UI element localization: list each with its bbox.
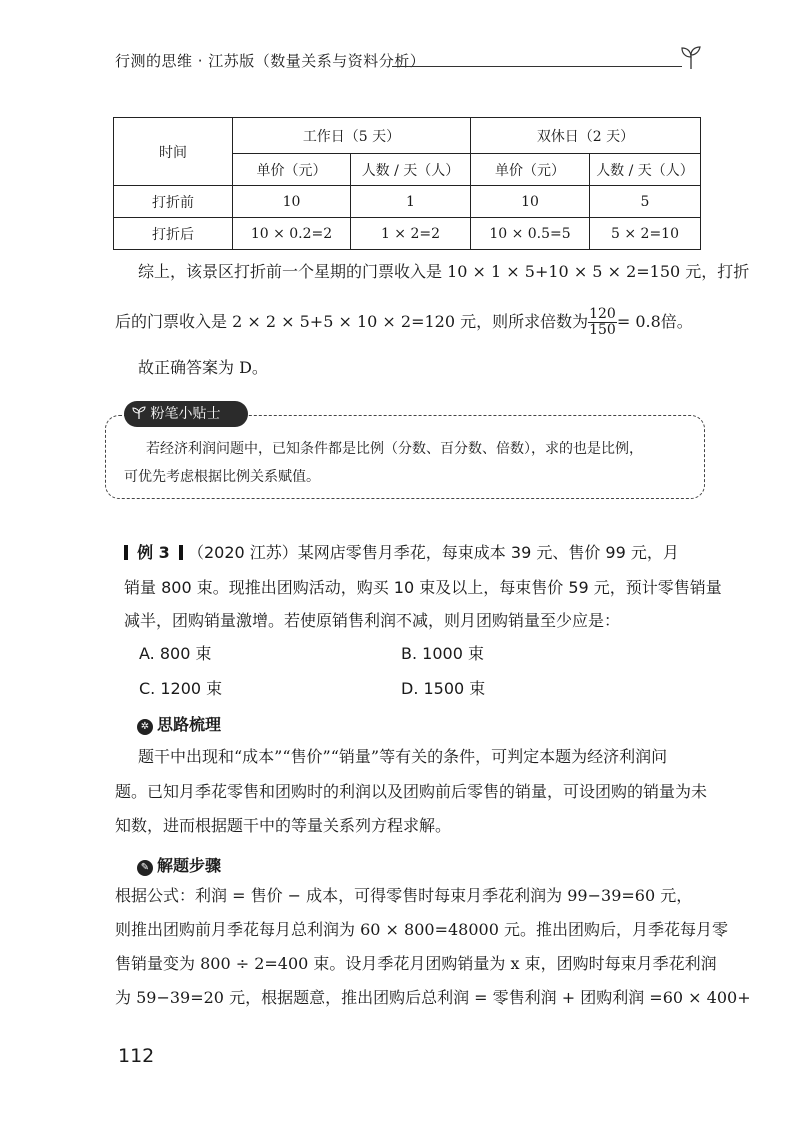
table-row-label: 打折后 — [114, 218, 233, 250]
table-cell: 5 × 2=10 — [590, 218, 701, 250]
table-subheader: 单价（元） — [233, 154, 351, 186]
running-header: 行测的思维 · 江苏版（数量关系与资料分析） — [115, 52, 426, 70]
seedling-icon — [132, 406, 150, 422]
table-group-weekday: 工作日（5 天） — [233, 118, 471, 154]
price-table — [113, 117, 701, 250]
option-a: A. 800 束 — [139, 644, 212, 663]
tip-line-2: 可优先考虑根据比例关系赋值。 — [124, 469, 320, 485]
solution-line-2: 则推出团购前月季花每月总利润为 60 × 800=48000 元。推出团购后，月季花每月零 — [115, 920, 728, 939]
table-cell: 10 × 0.2=2 — [233, 218, 351, 250]
table-cell: 10 — [471, 186, 590, 218]
fraction — [588, 307, 617, 338]
solution-title: 解题步骤 — [157, 856, 222, 875]
solution-line-3: 售销量变为 800 ÷ 2=400 束。设月季花月团购销量为 x 束，团购时每束月季花利润 — [115, 954, 717, 973]
example-stem-3: 减半，团购销量激增。若使原销售利润不减，则月团购销量至少应是： — [124, 611, 621, 630]
answer-line: 故正确答案为 D。 — [138, 358, 268, 377]
example-marker-right — [179, 545, 183, 560]
option-c: C. 1200 束 — [139, 679, 223, 698]
tip-tag — [124, 401, 248, 427]
example-marker-left — [124, 545, 128, 560]
analysis-line-3: 知数，进而根据题干中的等量关系列方程求解。 — [115, 816, 452, 835]
solution-line-4: 为 59−39=20 元，根据题意，推出团购后总利润 = 零售利润 + 团购利润 =60 × 400+ — [115, 988, 751, 1007]
table-row — [114, 218, 701, 250]
sprout-icon — [680, 44, 702, 70]
solution-heading — [137, 853, 221, 876]
table-cell: 5 — [590, 186, 701, 218]
tip-title: 粉笔小贴士 — [150, 406, 221, 422]
pen-icon: ✎ — [137, 860, 153, 876]
example-label: 例 3 — [137, 543, 170, 562]
table-subheader: 人数 / 天（人） — [351, 154, 471, 186]
analysis-title: 思路梳理 — [157, 715, 222, 734]
summary-line-1: 综上，该景区打折前一个星期的门票收入是 10 × 1 × 5+10 × 5 × 2=150 元，打折 — [138, 262, 750, 281]
table-cell: 10 — [233, 186, 351, 218]
example-stem-2: 销量 800 束。现推出团购活动，购买 10 束及以上，每束售价 59 元，预计零售销量 — [124, 578, 722, 597]
fraction-denominator: 150 — [589, 322, 616, 338]
summary-line-2-result: = 0.8倍。 — [616, 312, 693, 331]
gear-icon: ✲ — [137, 719, 153, 735]
page-number: 112 — [118, 1045, 155, 1067]
table-subheader: 单价（元） — [471, 154, 590, 186]
summary-line-2 — [115, 305, 693, 339]
table-row-label: 打折前 — [114, 186, 233, 218]
example-line-1 — [124, 540, 679, 563]
fraction-numerator: 120 — [589, 306, 616, 322]
solution-line-1: 根据公式：利润 = 售价 − 成本，可得零售时每束月季花利润为 99−39=60 元， — [115, 886, 693, 905]
option-b: B. 1000 束 — [401, 644, 484, 663]
header-rule — [392, 66, 682, 67]
tip-line-1: 若经济利润问题中，已知条件都是比例（分数、百分数、倍数），求的也是比例， — [146, 441, 643, 457]
example-stem-1: （2020 江苏）某网店零售月季花，每束成本 39 元、售价 99 元，月 — [188, 543, 679, 562]
summary-line-2-text: 后的门票收入是 2 × 2 × 5+5 × 10 × 2=120 元，则所求倍数为 — [115, 312, 589, 331]
analysis-heading — [137, 712, 221, 735]
table-corner: 时间 — [114, 118, 233, 186]
table-cell: 1 × 2=2 — [351, 218, 471, 250]
table-row — [114, 186, 701, 218]
option-d: D. 1500 束 — [401, 679, 486, 698]
table-subheader: 人数 / 天（人） — [590, 154, 701, 186]
table-cell: 10 × 0.5=5 — [471, 218, 590, 250]
analysis-line-1: 题干中出现和“成本”“售价”“销量”等有关的条件，可判定本题为经济利润问 — [138, 747, 668, 766]
analysis-line-2: 题。已知月季花零售和团购时的利润以及团购前后零售的销量，可设团购的销量为未 — [115, 782, 708, 801]
table-group-weekend: 双休日（2 天） — [471, 118, 701, 154]
table-cell: 1 — [351, 186, 471, 218]
